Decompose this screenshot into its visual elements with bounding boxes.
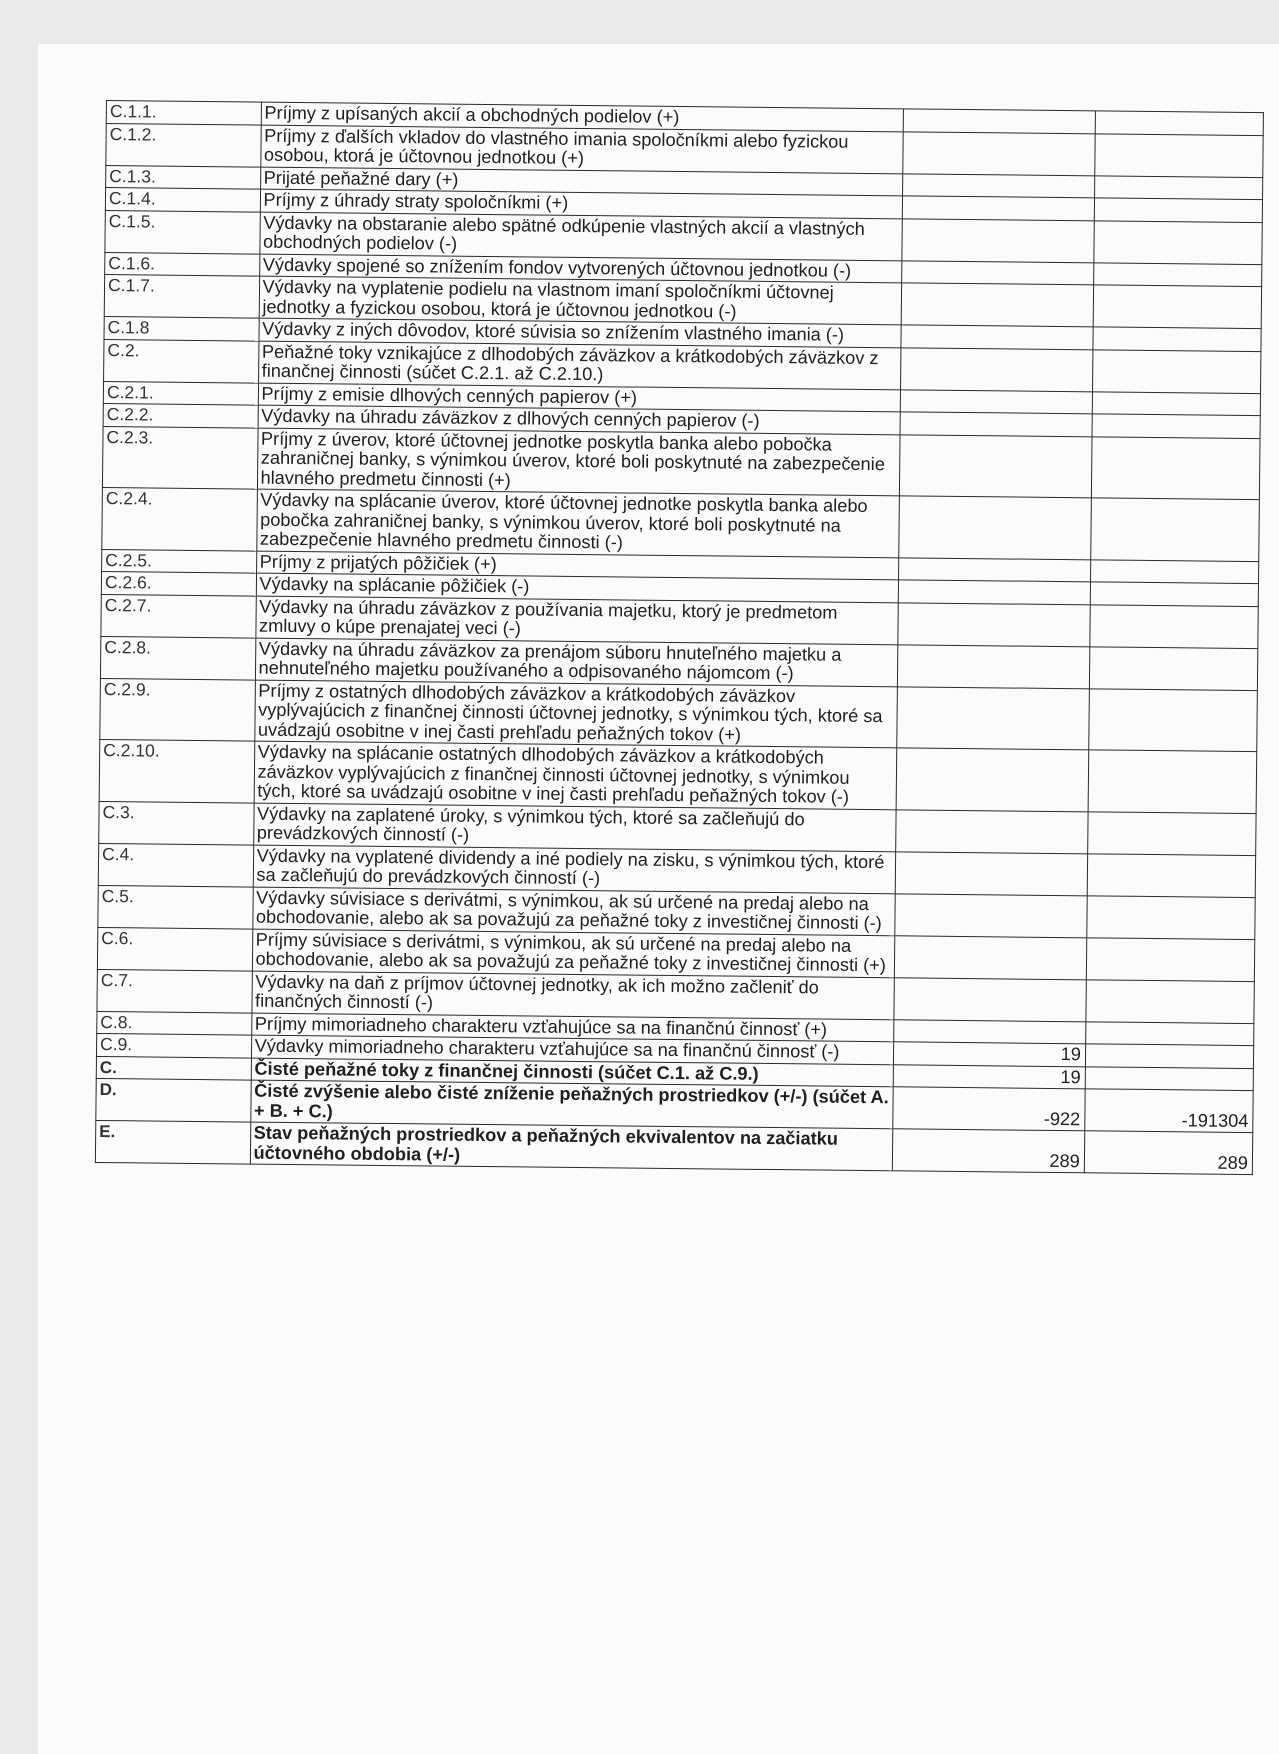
row-value-current: 19 — [893, 1064, 1085, 1089]
row-code: C. — [96, 1056, 251, 1080]
row-description: Prijaté peňažné dary (+) — [260, 167, 902, 196]
row-value-previous — [1087, 853, 1256, 897]
row-value-current — [902, 131, 1095, 175]
row-code: C.1.2. — [106, 123, 261, 167]
row-value-current — [898, 496, 1091, 560]
row-description: Výdavky mimoriadneho charakteru vzťahujúce sa na finančnú činnosť (-) — [251, 1035, 893, 1064]
row-description: Výdavky súvisiace s derivátmi, s výnimkou, ak sú určené na predaj alebo na obchodovanie, alebo ak sa považujú za peňažné toky z investičnej činnosti (-) — [252, 887, 895, 936]
row-code: C.2.1. — [103, 381, 258, 405]
row-code: C.2. — [104, 339, 259, 383]
row-code: C.2.7. — [101, 594, 256, 638]
row-value-previous — [1095, 133, 1264, 177]
row-value-previous — [1092, 391, 1260, 415]
row-value-current — [901, 325, 1093, 350]
row-value-current — [894, 977, 1087, 1021]
row-code: D. — [96, 1078, 251, 1122]
row-value-current — [900, 347, 1093, 391]
row-code: C.8. — [97, 1011, 252, 1035]
row-value-previous: 289 — [1084, 1131, 1253, 1175]
row-value-previous — [1089, 646, 1258, 690]
row-value-previous — [1090, 582, 1258, 606]
row-description: Výdavky na úhradu záväzkov za prenájom súboru hnuteľného majetku a nehnuteľného majetku používaného a odpisovaného nájomcom (-) — [255, 638, 898, 687]
cash-flow-sheet — [95, 100, 1264, 1175]
row-code: C.2.5. — [102, 549, 257, 573]
row-value-current — [903, 109, 1095, 134]
row-value-current: 289 — [892, 1129, 1085, 1173]
row-code: C.1.5. — [105, 210, 260, 254]
row-description: Výdavky na úhradu záväzkov z používania majetku, ktorý je predmetom zmluvy o kúpe prenajatej veci (-) — [255, 596, 898, 645]
row-value-previous — [1093, 285, 1262, 329]
row-code: C.1.4. — [105, 188, 260, 212]
row-value-current — [901, 260, 1093, 285]
row-value-current — [895, 809, 1088, 853]
scanned-page — [38, 44, 1279, 1754]
row-code: E. — [95, 1120, 250, 1164]
row-value-previous — [1085, 1066, 1253, 1090]
row-description: Čisté zvýšenie alebo čisté zníženie peňažných prostriedkov (+/-) (súčet A. + B. + C.) — [250, 1080, 893, 1129]
row-value-previous — [1088, 811, 1257, 855]
row-value-previous — [1086, 1021, 1254, 1045]
row-value-previous — [1094, 175, 1262, 199]
row-value-previous — [1095, 111, 1263, 135]
row-value-current — [898, 580, 1090, 605]
row-code: C.2.6. — [101, 571, 256, 595]
row-value-current — [900, 389, 1092, 414]
row-description: Výdavky na vyplatenie podielu na vlastnom imaní spoločníkmi účtovnej jednotky a fyzickou osobou, ktorá je účtovnou jednotkou (-) — [259, 276, 902, 325]
row-value-previous — [1086, 937, 1255, 981]
row-value-current — [896, 748, 1089, 812]
row-code: C.1.3. — [106, 165, 261, 189]
row-value-current — [901, 283, 1094, 327]
row-code: C.2.3. — [102, 426, 257, 489]
row-description: Príjmy z ostatných dlhodobých záväzkov a krátkodobých záväzkov vyplývajúcich z finančnej činnosti účtovnej jednotky, s výnimkou tých, ktoré sa uvádzajú osobitne v inej časti prehľadu peňažných tokov (+) — [254, 680, 897, 748]
row-value-previous: -191304 — [1085, 1089, 1254, 1133]
row-value-current — [897, 644, 1090, 688]
row-value-previous — [1093, 262, 1261, 286]
row-description: Príjmy z upísaných akcií a obchodných podielov (+) — [261, 102, 903, 131]
row-value-current — [900, 412, 1092, 437]
row-description: Výdavky na splácanie ostatných dlhodobých záväzkov a krátkodobých záväzkov vyplývajúcich z finančnej činnosti účtovnej jednotky, s výnimkou tých, ktoré sa uvádzajú osobitne v inej časti prehľadu peňažných tokov (-) — [254, 741, 897, 809]
row-code: C.5. — [98, 885, 253, 929]
row-description: Príjmy z ďalších vkladov do vlastného imania spoločníkmi alebo fyzickou osobou, ktorá je účtovnou jednotkou (+) — [260, 125, 903, 174]
row-value-current — [899, 434, 1092, 498]
row-code: C.7. — [97, 969, 252, 1013]
row-description: Príjmy z úverov, ktoré účtovnej jednotke poskytla banka alebo pobočka zahraničnej banky, s výnimkou úverov, ktoré boli poskytnuté na zabezpečenie hlavného predmetu činnosti (+) — [257, 428, 900, 496]
row-value-previous — [1091, 436, 1260, 499]
row-value-current — [902, 196, 1094, 221]
row-description: Výdavky na zaplatené úroky, s výnimkou tých, ktoré sa začleňujú do prevádzkových činností (-) — [253, 803, 896, 852]
row-code: C.1.7. — [104, 274, 259, 318]
cash-flow-rows — [95, 101, 1263, 1175]
row-value-current: -922 — [892, 1087, 1085, 1131]
row-code: C.2.2. — [103, 403, 258, 427]
row-code: C.6. — [97, 927, 252, 971]
cash-flow-table — [95, 100, 1264, 1175]
row-description: Príjmy z prijatých pôžičiek (+) — [256, 551, 898, 580]
row-code: C.1.1. — [106, 101, 261, 125]
row-value-previous — [1085, 1044, 1253, 1068]
row-value-current — [893, 1019, 1085, 1044]
row-description: Príjmy mimoriadneho charakteru vzťahujúce sa na finančnú činnosť (+) — [251, 1013, 893, 1042]
row-description: Stav peňažných prostriedkov a peňažných ekvivalentov na začiatku účtovného obdobia (+/-) — [250, 1122, 893, 1171]
row-code: C.4. — [98, 843, 253, 887]
row-description: Príjmy z úhrady straty spoločníkmi (+) — [260, 189, 902, 218]
row-description: Príjmy z emisie dlhových cenných papierov (+) — [258, 383, 900, 412]
row-value-previous — [1089, 688, 1258, 751]
row-value-previous — [1094, 220, 1263, 264]
row-code: C.3. — [99, 801, 254, 845]
row-code: C.2.8. — [100, 636, 255, 680]
row-description: Výdavky na daň z príjmov účtovnej jednotky, ak ich možno začleniť do finančných činností (-) — [251, 971, 894, 1020]
row-description: Výdavky na vyplatené dividendy a iné podiely na zisku, s výnimkou tých, ktoré sa začleňujú do prevádzkových činností (-) — [253, 845, 896, 894]
row-value-current — [902, 218, 1095, 262]
row-value-current — [895, 893, 1088, 937]
row-code: C.1.8 — [104, 316, 259, 340]
row-code: C.9. — [96, 1033, 251, 1057]
row-value-previous — [1087, 895, 1256, 939]
row-value-previous — [1092, 414, 1260, 438]
row-description: Príjmy súvisiace s derivátmi, s výnimkou, ak sú určené na predaj alebo na obchodovanie, alebo ak sa považujú za peňažné toky z investičnej činnosti (+) — [252, 929, 895, 978]
row-code: C.1.6. — [105, 252, 260, 276]
row-value-current — [898, 557, 1090, 582]
row-description: Výdavky na splácanie úverov, ktoré účtovnej jednotke poskytla banka alebo pobočka zahraničnej banky, s výnimkou úverov, ktoré boli poskytnuté na zabezpečenie hlavného predmetu činnosti (-) — [256, 489, 899, 557]
row-value-previous — [1086, 979, 1255, 1023]
row-value-current — [898, 602, 1091, 646]
row-description: Výdavky na úhradu záväzkov z dlhových cenných papierov (-) — [258, 405, 900, 434]
row-code: C.2.9. — [100, 678, 255, 741]
row-value-previous — [1088, 750, 1257, 813]
row-value-previous — [1090, 559, 1258, 583]
row-value-current — [894, 935, 1087, 979]
row-code: C.2.10. — [99, 739, 254, 802]
row-description: Výdavky na obstaranie alebo spätné odkúpenie vlastných akcií a vlastných obchodných podielov (-) — [259, 212, 902, 261]
row-value-previous — [1091, 498, 1260, 561]
row-value-current — [896, 686, 1089, 750]
row-value-current — [902, 173, 1094, 198]
row-value-previous — [1094, 198, 1262, 222]
row-description: Výdavky z iných dôvodov, ktoré súvisia so znížením vlastného imania (-) — [259, 318, 901, 347]
row-code: C.2.4. — [102, 487, 257, 550]
row-value-previous — [1090, 604, 1259, 648]
row-value-previous — [1093, 327, 1261, 351]
row-description: Peňažné toky vznikajúce z dlhodobých záväzkov a krátkodobých záväzkov z finančnej činnosti (súčet C.2.1. až C.2.10.) — [258, 341, 901, 390]
row-description: Výdavky na splácanie pôžičiek (-) — [256, 573, 898, 602]
row-value-current — [895, 851, 1088, 895]
row-value-previous — [1092, 349, 1261, 393]
row-description: Výdavky spojené so znížením fondov vytvorených účtovnou jednotkou (-) — [259, 254, 901, 283]
row-value-current: 19 — [893, 1042, 1085, 1067]
row-description: Čisté peňažné toky z finančnej činnosti (súčet C.1. až C.9.) — [251, 1058, 893, 1087]
